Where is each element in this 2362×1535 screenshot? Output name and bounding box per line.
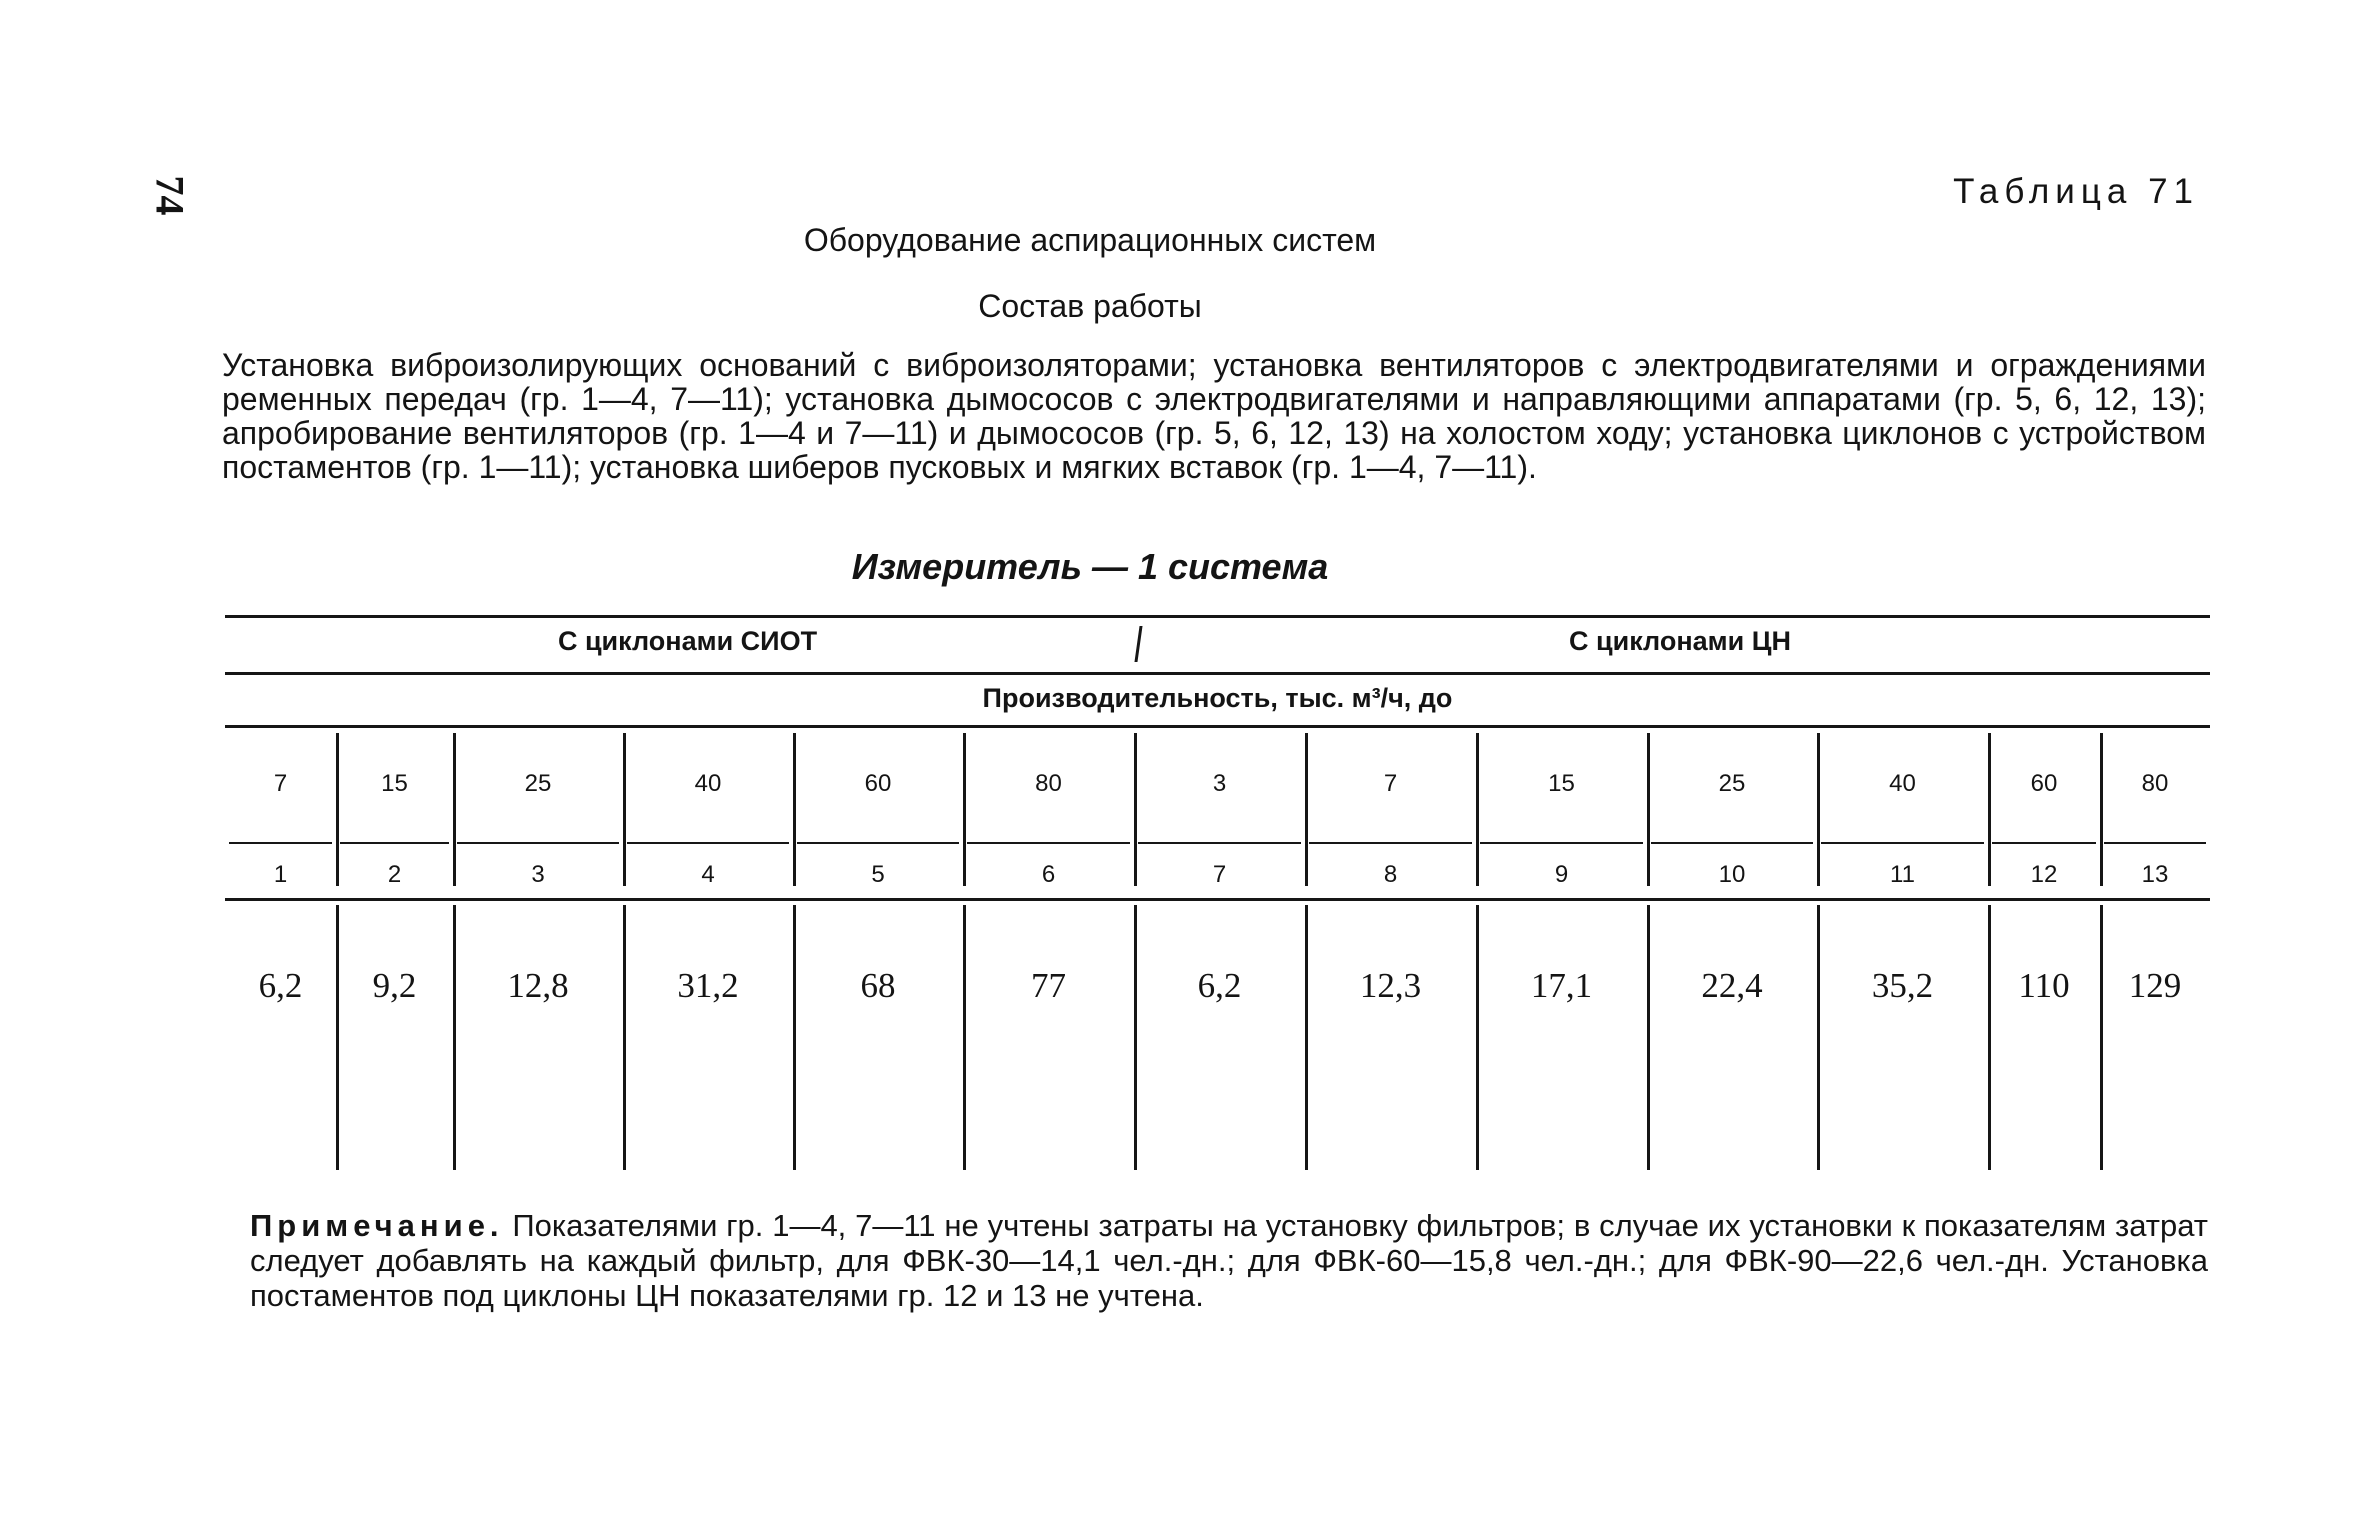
column-divider: [793, 733, 796, 886]
column-divider: [1817, 733, 1820, 886]
column-divider: [1647, 905, 1650, 1170]
column-divider: [1647, 733, 1650, 886]
data-value-cell: 12,8: [507, 966, 569, 1005]
document-title: Оборудование аспирационных систем: [803, 222, 1377, 258]
data-value-cell: 6,2: [1197, 966, 1242, 1005]
capacity-cell: 40: [1889, 770, 1916, 797]
note-text: Показателями гр. 1—4, 7—11 не учтены затраты на установку фильтров; в случае их установки к показателям затрат следует добавлять на каждый фильтр, для ФВК-30—14,1 чел.-дн.; для ФВК-60—15,8 чел.-дн.; для ФВК-90—22,6 чел.-дн. Установка постаментов под циклоны ЦН показателями гр. 12 и 13 не учтена.: [250, 1208, 2208, 1313]
page-number: 74: [147, 175, 193, 216]
work-description: Установка виброизолирующих оснований с виброизоляторами; установка вентиляторов с электродвигателями и ограждениями ременных передач (гр. 1—4, 7—11); установка дымососов с электродвигателями и направляющими аппаратами (гр. 5, 6, 12, 13); апробирование вентиляторов (гр. 1—4 и 7—11) и дымососов (гр. 5, 6, 12, 13) на холостом ходу; установка циклонов с устройством постаментов (гр. 1—11); установка шиберов пусковых и мягких вставок (гр. 1—4, 7—11).: [222, 347, 2206, 485]
column-divider: [2100, 733, 2103, 886]
data-value-cell: 31,2: [677, 966, 739, 1005]
column-number-cell: 4: [701, 861, 715, 888]
column-divider: [1305, 733, 1308, 886]
column-divider: [963, 733, 966, 886]
data-value-cell: 35,2: [1871, 966, 1934, 1005]
column-number-cell: 3: [531, 861, 545, 888]
cell-divider-line: [1821, 842, 1984, 844]
cell-divider-line: [457, 842, 619, 844]
productivity-header: Производительность, тыс. м³/ч, до: [982, 683, 1453, 713]
cell-divider-line: [2104, 842, 2206, 844]
column-divider: [453, 905, 456, 1170]
column-divider: [453, 733, 456, 886]
cell-divider-line: [1992, 842, 2096, 844]
column-divider: [1305, 905, 1308, 1170]
header-rule: [225, 725, 2210, 728]
data-value-cell: 12,3: [1359, 966, 1422, 1005]
capacity-cell: 80: [1035, 770, 1062, 797]
group-header-cn: С циклонами ЦН: [1569, 626, 1791, 656]
column-divider: [1988, 905, 1991, 1170]
column-number-cell: 6: [1041, 861, 1056, 888]
capacity-cell: 80: [2141, 770, 2169, 797]
column-divider: [1817, 905, 1820, 1170]
note-label: Примечание.: [250, 1208, 504, 1243]
column-number-cell: 5: [871, 861, 885, 888]
capacity-cell: 7: [273, 770, 288, 797]
cell-divider-line: [1651, 842, 1813, 844]
data-value-cell: 22,4: [1701, 966, 1763, 1005]
data-value-cell: 6,2: [258, 966, 303, 1005]
cell-divider-line: [229, 842, 332, 844]
column-divider: [1134, 905, 1137, 1170]
column-divider: [1476, 733, 1479, 886]
column-number-cell: 11: [1890, 861, 1915, 888]
note-paragraph: [250, 1208, 2208, 1313]
column-number-cell: 1: [273, 861, 288, 888]
cell-divider-line: [340, 842, 449, 844]
column-divider: [336, 905, 339, 1170]
data-value-cell: 17,1: [1530, 966, 1593, 1005]
capacity-cell: 60: [864, 770, 892, 797]
column-number-cell: 10: [1718, 861, 1746, 888]
cell-divider-line: [797, 842, 959, 844]
column-divider: [623, 733, 626, 886]
capacity-cell: 25: [1718, 770, 1746, 797]
column-number-cell: 2: [387, 861, 402, 888]
cell-divider-line: [627, 842, 789, 844]
column-number-cell: 7: [1212, 861, 1227, 888]
column-divider: [336, 733, 339, 886]
capacity-cell: 60: [2030, 770, 2058, 797]
column-number-cell: 12: [2030, 861, 2058, 888]
data-value-cell: 129: [2128, 966, 2182, 1005]
group-header-siot: С циклонами СИОТ: [557, 626, 818, 656]
section-subtitle: Состав работы: [978, 288, 1202, 324]
cell-divider-line: [967, 842, 1130, 844]
measure-unit: Измеритель — 1 система: [851, 546, 1329, 587]
capacity-cell: 7: [1383, 770, 1398, 797]
column-divider: [623, 905, 626, 1170]
data-value-cell: 110: [2018, 966, 2070, 1005]
column-divider: [2100, 905, 2103, 1170]
table-top-rule: [225, 615, 2210, 618]
group-rule: [225, 672, 2210, 675]
cell-divider-line: [1480, 842, 1643, 844]
data-value-cell: 68: [860, 966, 896, 1005]
column-divider: [1476, 905, 1479, 1170]
capacity-cell: 3: [1212, 770, 1227, 797]
column-divider: [793, 905, 796, 1170]
data-value-cell: 77: [1031, 966, 1066, 1005]
column-number-cell: 13: [2141, 861, 2169, 888]
cell-divider-line: [1138, 842, 1301, 844]
column-number-cell: 9: [1554, 861, 1569, 888]
column-divider: [963, 905, 966, 1170]
capacity-cell: 40: [694, 770, 722, 797]
column-divider: [1134, 733, 1137, 886]
capacity-cell: 15: [1548, 770, 1575, 797]
capacity-cell: 25: [524, 770, 552, 797]
cell-divider-line: [1309, 842, 1472, 844]
column-number-cell: 8: [1383, 861, 1398, 888]
data-value-cell: 9,2: [372, 966, 417, 1005]
numbers-rule: [225, 898, 2210, 901]
column-divider: [1988, 733, 1991, 886]
capacity-cell: 15: [381, 770, 408, 797]
table-label: Таблица 71: [1953, 172, 2199, 211]
